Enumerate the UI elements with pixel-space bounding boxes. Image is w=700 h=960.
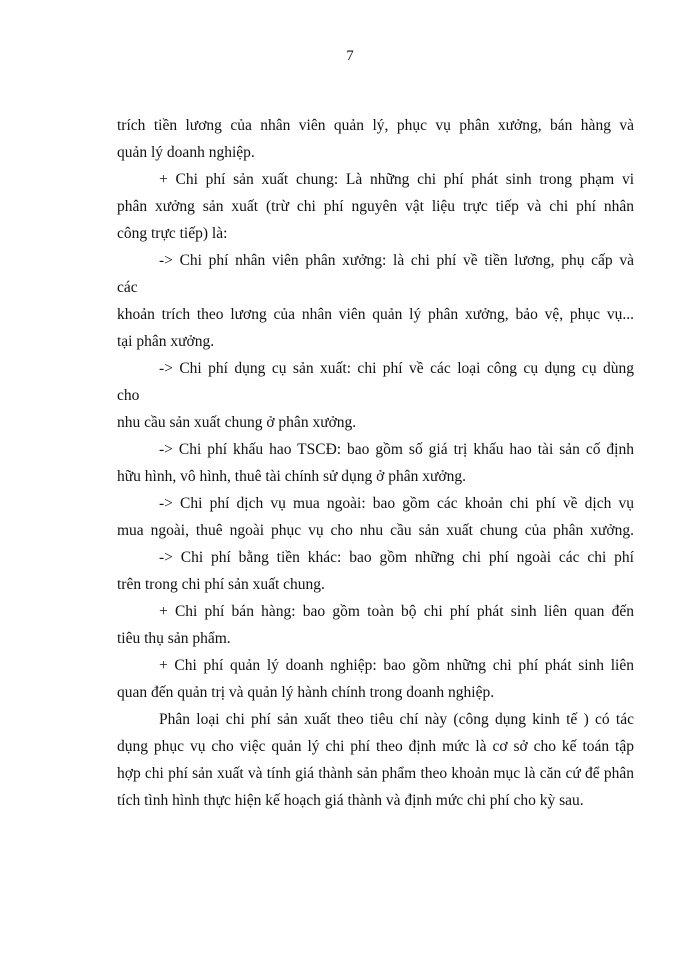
text-line: + Chi phí quản lý doanh nghiệp: bao gồm những chi phí phát sinh liên <box>159 657 634 674</box>
text-line: các <box>117 279 138 296</box>
text-line: -> Chi phí bằng tiền khác: bao gồm những chi phí ngoài các chi phí <box>159 549 634 566</box>
text-line: khoản trích theo lương của nhân viên quản lý phân xưởng, bảo vệ, phục vụ... <box>117 306 634 323</box>
text-line: -> Chi phí khấu hao TSCĐ: bao gồm số giá trị khấu hao tài sản cố định <box>159 441 634 458</box>
text-line: + Chi phí sản xuất chung: Là những chi phí phát sinh trong phạm vi <box>159 171 634 188</box>
text-line: quản lý doanh nghiệp. <box>117 144 255 161</box>
text-line: hợp chi phí sản xuất và tính giá thành sản phẩm theo khoản mục là căn cứ để phân <box>117 765 634 782</box>
page-number: 7 <box>346 48 354 64</box>
text-line: -> Chi phí dụng cụ sản xuất: chi phí về các loại công cụ dụng cụ dùng <box>159 360 634 377</box>
text-line: mua ngoài, thuê ngoài phục vụ cho nhu cầu sản xuất chung của phân xưởng. <box>117 522 634 539</box>
text-line: tiêu thụ sản phẩm. <box>117 630 231 647</box>
text-line: Phân loại chi phí sản xuất theo tiêu chí này (công dụng kinh tế ) có tác <box>159 711 634 728</box>
text-line: tại phân xưởng. <box>117 333 215 350</box>
text-line: công trực tiếp) là: <box>117 225 228 242</box>
text-line: trên trong chi phí sản xuất chung. <box>117 576 325 593</box>
text-line: -> Chi phí nhân viên phân xưởng: là chi phí về tiền lương, phụ cấp và <box>159 252 634 269</box>
text-line: tích tình hình thực hiện kế hoạch giá thành và định mức chi phí cho kỳ sau. <box>117 792 584 809</box>
text-line: hữu hình, vô hình, thuê tài chính sử dụng ở phân xưởng. <box>117 468 466 485</box>
document-body <box>117 112 634 814</box>
text-line: cho <box>117 387 140 404</box>
text-line: quan đến quản trị và quản lý hành chính trong doanh nghiệp. <box>117 684 495 701</box>
text-line: -> Chi phí dịch vụ mua ngoài: bao gồm các khoản chi phí về dịch vụ <box>159 495 634 512</box>
text-line: nhu cầu sản xuất chung ở phân xưởng. <box>117 414 357 431</box>
text-line: + Chi phí bán hàng: bao gồm toàn bộ chi phí phát sinh liên quan đến <box>159 603 634 620</box>
text-line: trích tiền lương của nhân viên quản lý, phục vụ phân xưởng, bán hàng và <box>117 117 634 134</box>
text-line: phân xưởng sản xuất (trừ chi phí nguyên vật liệu trực tiếp và chi phí nhân <box>117 198 634 215</box>
text-line: dụng phục vụ cho việc quản lý chi phí theo định mức là cơ sở cho kế toán tập <box>117 738 634 755</box>
